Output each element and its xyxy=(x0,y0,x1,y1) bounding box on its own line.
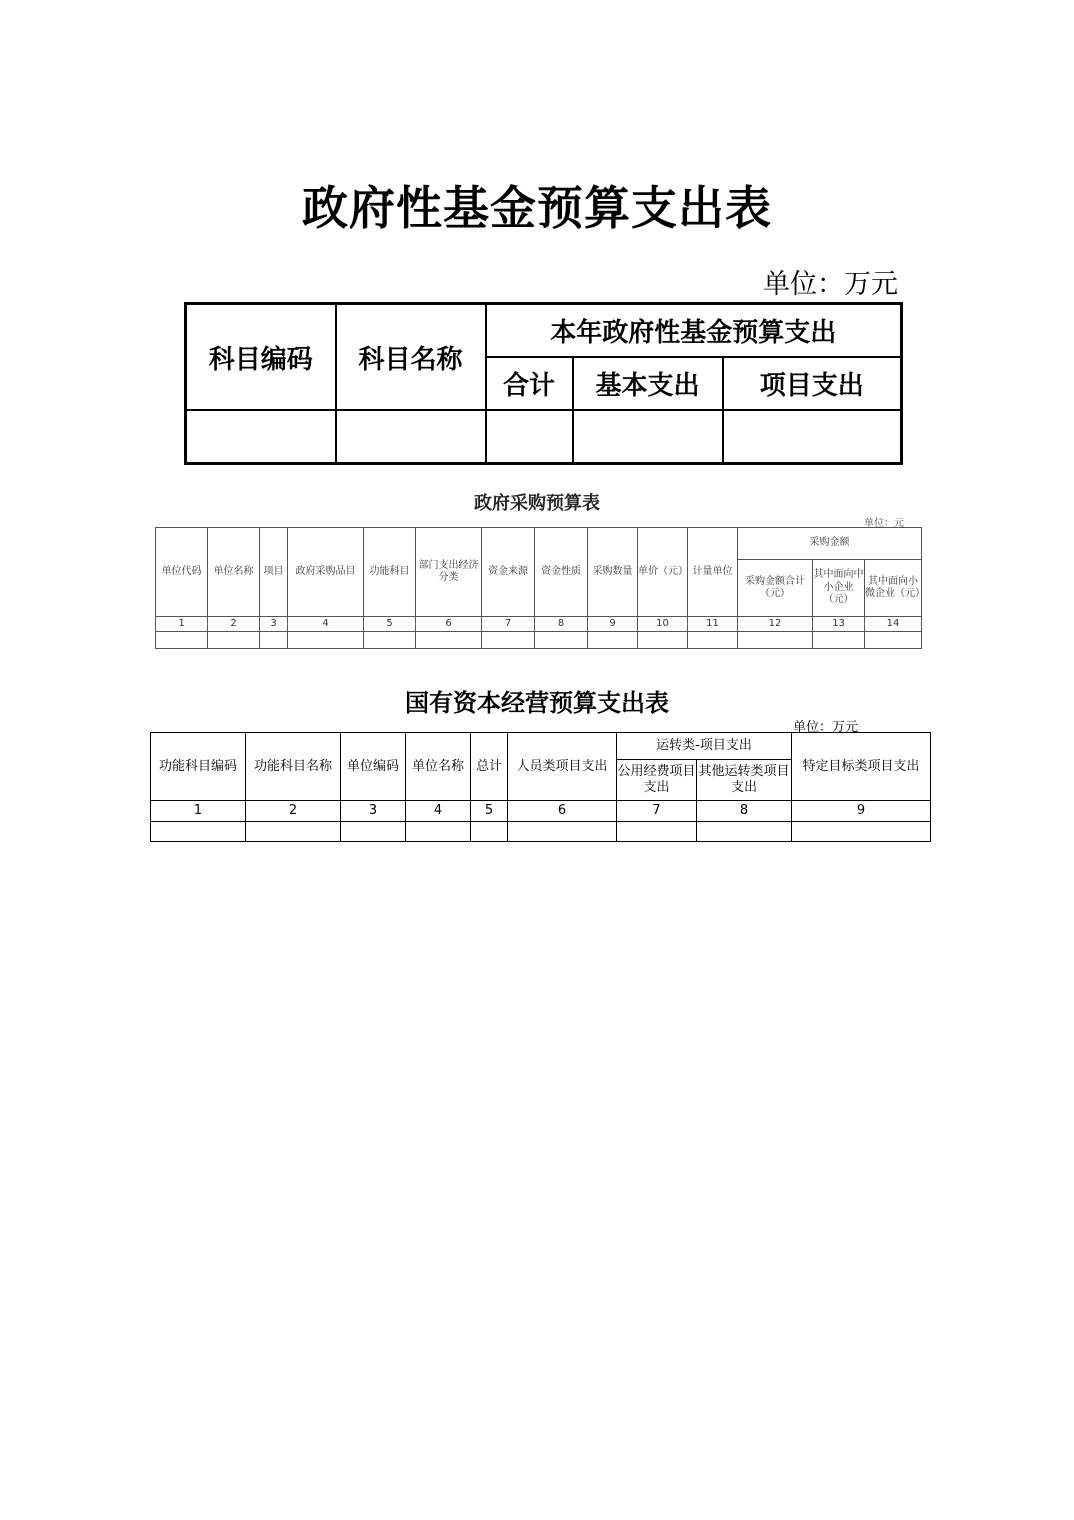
table-cell xyxy=(288,632,364,649)
col-unit-code: 单位代码 xyxy=(156,528,208,617)
table-cell xyxy=(406,822,471,842)
fund-table-title: 政府性基金预算支出表 xyxy=(302,181,772,235)
column-number: 14 xyxy=(865,617,922,632)
col-total: 合计 xyxy=(486,357,573,410)
procurement-budget-table xyxy=(155,527,925,649)
state-capital-table-unit: 单位：万元 xyxy=(793,720,859,735)
col-public-funds: 公用经费项目支出 xyxy=(617,760,697,801)
state-capital-table-title: 国有资本经营预算支出表 xyxy=(405,689,669,717)
col-measure-unit: 计量单位 xyxy=(688,528,738,617)
table-cell xyxy=(688,632,738,649)
table-cell xyxy=(246,822,341,842)
col-personnel: 人员类项目支出 xyxy=(508,733,617,801)
column-number: 7 xyxy=(617,801,697,822)
table-cell xyxy=(588,632,638,649)
column-number: 6 xyxy=(508,801,617,822)
table-row xyxy=(156,632,922,649)
col-group-operating: 运转类-项目支出 xyxy=(617,733,792,760)
col-subject-name: 科目名称 xyxy=(336,304,486,411)
column-number: 1 xyxy=(156,617,208,632)
column-number: 8 xyxy=(535,617,588,632)
table-cell xyxy=(482,632,535,649)
column-number: 7 xyxy=(482,617,535,632)
column-number: 4 xyxy=(406,801,471,822)
col-unit-code: 单位编码 xyxy=(341,733,406,801)
col-subject-code: 科目编码 xyxy=(186,304,336,411)
table-cell xyxy=(738,632,813,649)
table-cell xyxy=(416,632,482,649)
col-unit-name: 单位名称 xyxy=(208,528,260,617)
table-cell xyxy=(186,410,336,464)
column-number: 5 xyxy=(471,801,508,822)
col-unit-price: 单价（元） xyxy=(638,528,688,617)
table-cell xyxy=(697,822,792,842)
state-capital-budget-table xyxy=(150,732,931,842)
table-cell xyxy=(723,410,902,464)
col-func-code: 功能科目编码 xyxy=(151,733,246,801)
fund-table-unit: 单位：万元 xyxy=(763,269,898,300)
column-number: 11 xyxy=(688,617,738,632)
col-procurement-item: 政府采购品目 xyxy=(288,528,364,617)
table-cell xyxy=(638,632,688,649)
table-cell xyxy=(792,822,931,842)
col-function-subject: 功能科目 xyxy=(364,528,416,617)
column-number-row xyxy=(156,617,922,632)
table-cell xyxy=(156,632,208,649)
procurement-table-title: 政府采购预算表 xyxy=(474,493,600,514)
column-number: 2 xyxy=(208,617,260,632)
table-cell xyxy=(617,822,697,842)
col-project: 项目 xyxy=(260,528,288,617)
col-quantity: 采购数量 xyxy=(588,528,638,617)
column-number: 12 xyxy=(738,617,813,632)
table-cell xyxy=(865,632,922,649)
col-group-amount: 采购金额 xyxy=(738,528,922,560)
col-project-expenditure: 项目支出 xyxy=(723,357,902,410)
column-number: 4 xyxy=(288,617,364,632)
column-number: 8 xyxy=(697,801,792,822)
col-micro: 其中面向小微企业（元） xyxy=(865,560,922,617)
column-number: 10 xyxy=(638,617,688,632)
table-cell xyxy=(486,410,573,464)
col-basic-expenditure: 基本支出 xyxy=(573,357,723,410)
column-number: 6 xyxy=(416,617,482,632)
col-sme: 其中面向中小企业（元） xyxy=(813,560,865,617)
table-cell xyxy=(508,822,617,842)
table-cell xyxy=(336,410,486,464)
col-amount-total: 采购金额合计（元） xyxy=(738,560,813,617)
fund-budget-table xyxy=(184,302,903,465)
column-number: 5 xyxy=(364,617,416,632)
col-group-fund-expenditure: 本年政府性基金预算支出 xyxy=(486,304,902,358)
col-econ-class: 部门支出经济分类 xyxy=(416,528,482,617)
table-cell xyxy=(341,822,406,842)
column-number: 1 xyxy=(151,801,246,822)
table-cell xyxy=(573,410,723,464)
column-number: 9 xyxy=(588,617,638,632)
table-cell xyxy=(535,632,588,649)
table-cell xyxy=(364,632,416,649)
col-func-name: 功能科目名称 xyxy=(246,733,341,801)
col-fund-source: 资金来源 xyxy=(482,528,535,617)
table-cell xyxy=(471,822,508,842)
column-number: 3 xyxy=(341,801,406,822)
column-number: 9 xyxy=(792,801,931,822)
table-row xyxy=(186,410,902,464)
table-cell xyxy=(813,632,865,649)
table-cell xyxy=(151,822,246,842)
table-row xyxy=(151,822,931,842)
col-fund-nature: 资金性质 xyxy=(535,528,588,617)
col-other-operating: 其他运转类项目支出 xyxy=(697,760,792,801)
table-cell xyxy=(208,632,260,649)
column-number: 2 xyxy=(246,801,341,822)
col-total: 总计 xyxy=(471,733,508,801)
procurement-table-unit: 单位：元 xyxy=(864,518,904,529)
table-cell xyxy=(260,632,288,649)
col-specific-goal: 特定目标类项目支出 xyxy=(792,733,931,801)
column-number-row xyxy=(151,801,931,822)
col-unit-name: 单位名称 xyxy=(406,733,471,801)
column-number: 3 xyxy=(260,617,288,632)
column-number: 13 xyxy=(813,617,865,632)
